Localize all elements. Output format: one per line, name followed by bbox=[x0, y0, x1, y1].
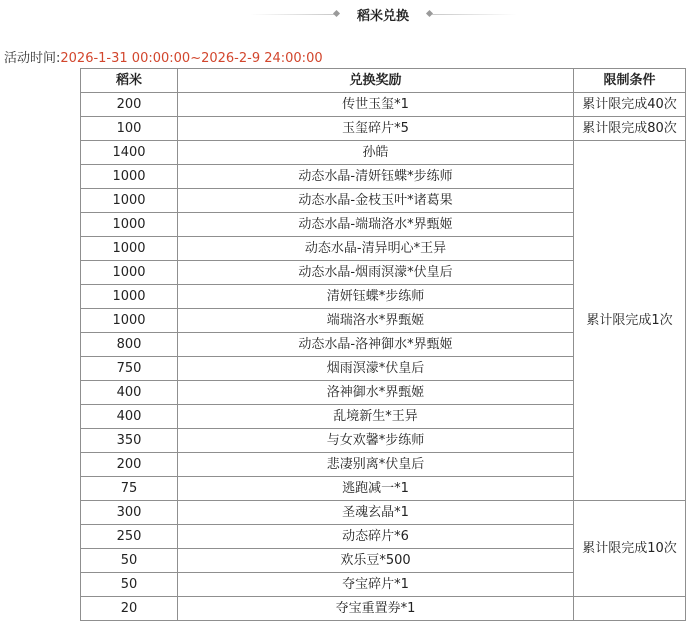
reward-item: 动态水晶-清妍钰蝶*步练师 bbox=[178, 165, 574, 189]
rice-cost: 1000 bbox=[81, 189, 178, 213]
limit-condition: 累计限完成40次 bbox=[574, 93, 686, 117]
column-header-reward: 兑换奖励 bbox=[178, 69, 574, 93]
reward-item: 动态碎片*6 bbox=[178, 525, 574, 549]
reward-item: 动态水晶-端瑞洛水*界甄姬 bbox=[178, 213, 574, 237]
limit-condition bbox=[574, 597, 686, 621]
rice-cost: 1000 bbox=[81, 309, 178, 333]
table-row bbox=[81, 597, 686, 621]
activity-time bbox=[4, 47, 323, 66]
header-divider-right bbox=[432, 14, 517, 15]
reward-item: 玉玺碎片*5 bbox=[178, 117, 574, 141]
rice-cost: 400 bbox=[81, 381, 178, 405]
rice-cost: 1000 bbox=[81, 213, 178, 237]
activity-time-label: 活动时间: bbox=[4, 51, 61, 66]
reward-item: 动态水晶-烟雨溟濛*伏皇后 bbox=[178, 261, 574, 285]
reward-item: 动态水晶-洛神御水*界甄姬 bbox=[178, 333, 574, 357]
rice-cost: 1000 bbox=[81, 165, 178, 189]
reward-item: 传世玉玺*1 bbox=[178, 93, 574, 117]
rice-cost: 200 bbox=[81, 453, 178, 477]
reward-item: 悲凄别离*伏皇后 bbox=[178, 453, 574, 477]
table-row bbox=[81, 501, 686, 525]
reward-item: 孙皓 bbox=[178, 141, 574, 165]
diamond-ornament-icon bbox=[333, 10, 340, 17]
rice-cost: 250 bbox=[81, 525, 178, 549]
rice-cost: 1400 bbox=[81, 141, 178, 165]
rice-cost: 50 bbox=[81, 573, 178, 597]
limit-condition: 累计限完成80次 bbox=[574, 117, 686, 141]
rice-cost: 20 bbox=[81, 597, 178, 621]
limit-condition: 累计限完成10次 bbox=[574, 501, 686, 597]
rice-cost: 400 bbox=[81, 405, 178, 429]
page-title: 稻米兑换 bbox=[356, 9, 409, 24]
rice-cost: 1000 bbox=[81, 261, 178, 285]
table-row bbox=[81, 141, 686, 165]
reward-item: 动态水晶-金枝玉叶*诸葛果 bbox=[178, 189, 574, 213]
reward-item: 夺宝重置券*1 bbox=[178, 597, 574, 621]
rice-cost: 1000 bbox=[81, 285, 178, 309]
header-divider-left bbox=[250, 14, 335, 15]
reward-item: 逃跑减一*1 bbox=[178, 477, 574, 501]
rice-cost: 75 bbox=[81, 477, 178, 501]
rice-cost: 50 bbox=[81, 549, 178, 573]
reward-item: 夺宝碎片*1 bbox=[178, 573, 574, 597]
table-header-row bbox=[81, 69, 686, 93]
activity-time-value: 2026-1-31 00:00:00~2026-2-9 24:00:00 bbox=[60, 51, 323, 66]
table-row bbox=[81, 117, 686, 141]
reward-item: 端瑞洛水*界甄姬 bbox=[178, 309, 574, 333]
section-header bbox=[0, 0, 691, 30]
exchange-table bbox=[80, 68, 686, 621]
rice-cost: 350 bbox=[81, 429, 178, 453]
rice-cost: 100 bbox=[81, 117, 178, 141]
rice-cost: 1000 bbox=[81, 237, 178, 261]
limit-condition: 累计限完成1次 bbox=[574, 141, 686, 501]
reward-item: 动态水晶-清异明心*王异 bbox=[178, 237, 574, 261]
reward-item: 乱境新生*王异 bbox=[178, 405, 574, 429]
rice-cost: 750 bbox=[81, 357, 178, 381]
column-header-limit: 限制条件 bbox=[574, 69, 686, 93]
reward-item: 清妍钰蝶*步练师 bbox=[178, 285, 574, 309]
reward-item: 圣魂玄晶*1 bbox=[178, 501, 574, 525]
rice-cost: 200 bbox=[81, 93, 178, 117]
reward-item: 烟雨溟濛*伏皇后 bbox=[178, 357, 574, 381]
reward-item: 洛神御水*界甄姬 bbox=[178, 381, 574, 405]
rice-cost: 300 bbox=[81, 501, 178, 525]
reward-item: 与女欢馨*步练师 bbox=[178, 429, 574, 453]
column-header-rice: 稻米 bbox=[81, 69, 178, 93]
reward-item: 欢乐豆*500 bbox=[178, 549, 574, 573]
table-row bbox=[81, 93, 686, 117]
rice-cost: 800 bbox=[81, 333, 178, 357]
